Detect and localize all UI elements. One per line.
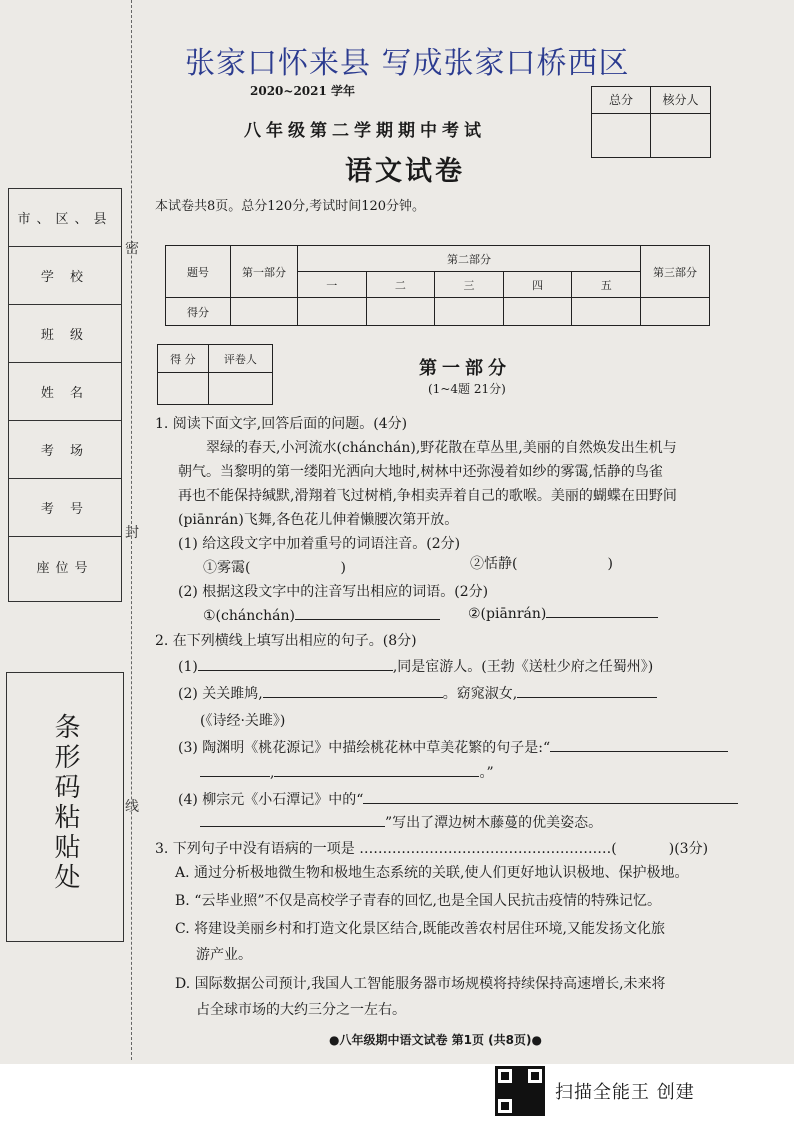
- score-cell: [435, 298, 504, 326]
- q2-sub3-answer-1[interactable]: [550, 737, 728, 752]
- grader-score-label: 得 分: [158, 345, 209, 373]
- q2-sub1-text: ,同是宦游人。(王勃《送杜少府之任蜀州》): [392, 659, 654, 675]
- q2-sub4-answer-1[interactable]: [363, 789, 738, 804]
- page-footer: ●八年级期中语文试卷 第1页 (共8页)●: [329, 1033, 542, 1047]
- q2-sub4-text: (4) 柳宗元《小石潭记》中的“: [178, 792, 364, 808]
- q1-sub2-b: [468, 603, 658, 622]
- q1-passage-line: 再也不能保持缄默,滑翔着飞过树梢,争相卖弄着自己的歌喉。美丽的蝴蝶在田野间: [178, 488, 677, 504]
- q1-passage-line: (piānrán)飞舞,各色花儿伸着懒腰次第开放。: [178, 512, 459, 528]
- q1-passage-line: 翠绿的春天,小河流水(chánchán),野花散在草丛里,美丽的自然焕发出生机与: [206, 440, 677, 456]
- q2-sub3-end: 。”: [479, 765, 494, 781]
- academic-year: 2020~2021 学年: [250, 84, 356, 98]
- score-table-col-5: 五: [572, 272, 641, 298]
- grader-name-cell: [208, 373, 272, 405]
- q2-stem: 2. 在下列横线上填写出相应的句子。(8分): [155, 633, 417, 649]
- handwritten-note: 张家口怀来县 写成张家口桥西区: [185, 46, 630, 81]
- q2-sub3-comma: ,: [270, 765, 275, 781]
- score-cell: [572, 298, 641, 326]
- q1-sub2-a-label: ①(chánchán): [203, 608, 295, 624]
- q2-sub2-label: (2) 关关雎鸠,: [178, 686, 263, 702]
- q1-sub1-a: [203, 557, 346, 577]
- q1-sub1-b-label: ②恬静(: [470, 556, 518, 572]
- score-cell: [298, 298, 367, 326]
- q1-passage-line: 朝气。当黎明的第一缕阳光洒向大地时,树林中还弥漫着如纱的雾霭,恬静的鸟雀: [178, 464, 663, 480]
- q3-option-d-cont: 占全球市场的大约三分之一左右。: [196, 1002, 406, 1018]
- q1-stem: 1. 阅读下面文字,回答后面的问题。(4分): [155, 416, 408, 432]
- score-table-part3: 第三部分: [641, 246, 710, 298]
- q2-sub3-cont: [200, 762, 494, 782]
- barcode-paste-area: [6, 672, 124, 942]
- score-table: [165, 245, 710, 326]
- q2-sub2: [178, 683, 657, 703]
- q3-option-b: B. “云毕业照”不仅是高校学子青春的回忆,也是全国人民抗击疫情的特殊记忆。: [175, 893, 661, 909]
- field-district: 市、区、县: [9, 189, 121, 247]
- q1-sub2: (2) 根据这段文字中的注音写出相应的词语。(2分): [178, 584, 489, 600]
- score-table-col-4: 四: [503, 272, 572, 298]
- exam-title: 八年级第二学期期中考试: [244, 121, 486, 141]
- total-score-box: [591, 86, 711, 158]
- q2-sub4-answer-2[interactable]: [200, 812, 385, 827]
- q2-sub1-label: (1): [178, 659, 198, 675]
- q1-sub2-a: [203, 605, 440, 624]
- part-title: 第一部分: [419, 358, 511, 379]
- q3-score: )(3分): [668, 841, 709, 857]
- q3-option-d: D. 国际数据公司预计,我国人工智能服务器市场规模将持续保持高速增长,未来将: [175, 976, 666, 992]
- field-seat-number: 座位号: [36, 560, 94, 576]
- seal-mark-feng: 封: [125, 525, 139, 541]
- q2-sub1: [178, 656, 653, 676]
- score-table-question-label: 题号: [166, 246, 231, 298]
- seal-mark-xian: 线: [125, 799, 139, 815]
- q1-sub1-b: [470, 553, 613, 573]
- q2-sub1-answer[interactable]: [198, 656, 393, 671]
- q1-sub1: (1) 给这段文字中加着重号的词语注音。(2分): [178, 536, 461, 552]
- score-cell: [641, 298, 710, 326]
- total-score-label: 总分: [592, 87, 651, 114]
- score-table-part2: 第二部分: [298, 246, 641, 272]
- score-table-col-2: 二: [366, 272, 435, 298]
- seal-mark-mi: 密: [125, 241, 139, 257]
- q2-sub3-answer-3[interactable]: [274, 762, 479, 777]
- qr-code-icon: [495, 1066, 545, 1116]
- q2-sub3: [178, 737, 728, 757]
- q2-sub4-end: ”写出了潭边树木藤蔓的优美姿态。: [385, 815, 603, 831]
- field-school: 学 校: [9, 247, 121, 305]
- q1-sub2-a-answer[interactable]: [295, 605, 440, 620]
- field-class: 班 级: [9, 305, 121, 363]
- q3-option-c: C. 将建设美丽乡村和打造文化景区结合,既能改善农村居住环境,又能发扬文化旅: [175, 921, 666, 937]
- verifier-label: 核分人: [651, 87, 710, 114]
- grader-name-label: 评卷人: [208, 345, 272, 373]
- field-name: 姓 名: [9, 363, 121, 421]
- score-table-col-1: 一: [298, 272, 367, 298]
- part-subtitle: (1~4题 21分): [428, 382, 506, 396]
- field-exam-room: 考 场: [9, 421, 121, 479]
- q1-sub1-a-label: ①雾霭(: [203, 560, 251, 576]
- q1-sub2-b-answer[interactable]: [546, 603, 658, 618]
- score-cell: [503, 298, 572, 326]
- q1-sub1-a-close: ): [340, 560, 346, 576]
- score-cell: [231, 298, 298, 326]
- barcode-paste-label: 条形码粘贴处: [50, 713, 80, 893]
- q3-option-c-cont: 游产业。: [196, 947, 252, 963]
- score-table-col-3: 三: [435, 272, 504, 298]
- q2-sub4-cont: [200, 812, 602, 832]
- q2-sub3-text: (3) 陶渊明《桃花源记》中描绘桃花林中草美花繁的句子是:“: [178, 740, 551, 756]
- score-table-score-label: 得分: [166, 298, 231, 326]
- scanner-watermark: 扫描全能王 创建: [555, 1082, 695, 1103]
- q2-sub3-answer-2[interactable]: [200, 762, 270, 777]
- q2-sub2-source: (《诗经·关雎》): [200, 713, 286, 729]
- grader-table: [157, 344, 273, 405]
- exam-instructions: 本试卷共8页。总分120分,考试时间120分钟。: [155, 199, 426, 214]
- q2-sub4: [178, 789, 738, 809]
- subject-title: 语文试卷: [345, 156, 465, 187]
- field-exam-number: 考 号: [9, 479, 121, 537]
- score-box-divider: [650, 113, 651, 157]
- score-cell: [366, 298, 435, 326]
- grader-score-cell: [158, 373, 209, 405]
- q3-option-a: A. 通过分析极地微生物和极地生态系统的关联,使人们更好地认识极地、保护极地。: [175, 865, 689, 881]
- q3-stem: [155, 838, 708, 858]
- q2-sub2-text: 。窈窕淑女,: [442, 686, 518, 702]
- q1-sub2-b-label: ②(piānrán): [468, 606, 547, 622]
- score-table-part1: 第一部分: [231, 246, 298, 298]
- q2-sub2-answer-2[interactable]: [517, 683, 657, 698]
- q1-sub1-b-close: ): [607, 556, 613, 572]
- student-info-sidebar: [8, 188, 122, 602]
- q3-stem-text: 3. 下列句子中没有语病的一项是 ………………………………………………(: [155, 841, 617, 857]
- q2-sub2-answer-1[interactable]: [263, 683, 443, 698]
